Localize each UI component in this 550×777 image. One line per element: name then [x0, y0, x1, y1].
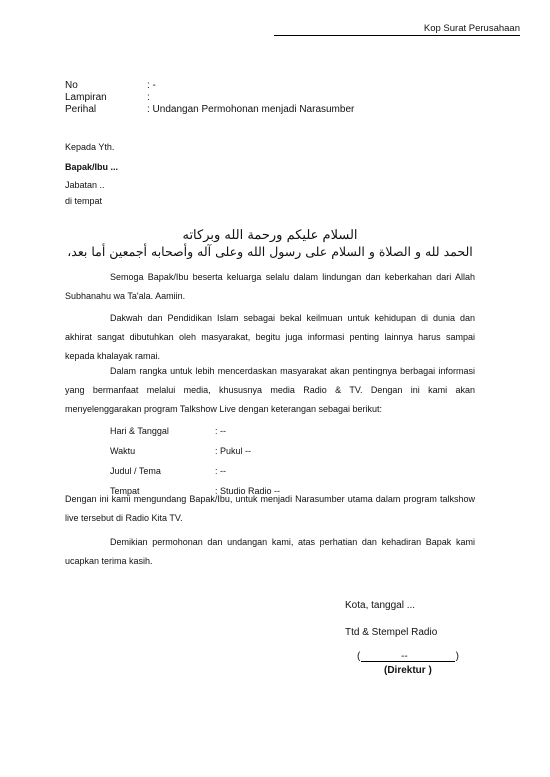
meta-value: :	[147, 92, 150, 103]
paragraph-greeting: Semoga Bapak/Ibu beserta keluarga selalu dalam lindungan dan keberkahan dari Allah Subhanahu wa Ta'ala. Aamiin.	[65, 272, 475, 301]
letterhead	[0, 23, 520, 36]
paragraph-program: Dalam rangka untuk lebih mencerdaskan masyarakat akan pentingnya berbagai informasi yang bermanfaat melalui media, khususnya media Radio & TV. Dengan ini kami akan menyelenggarakan program Talkshow Live dengan keterangan sebagai berikut:	[65, 366, 475, 414]
letter-meta	[65, 80, 365, 120]
recipient-line-1: Kepada Yth.	[65, 142, 115, 152]
detail-label: Waktu	[110, 446, 136, 456]
signature-title: (Direktur )	[384, 665, 432, 676]
recipient-place: di tempat	[65, 196, 103, 206]
meta-label: No	[65, 80, 78, 91]
signature-name-placeholder: --	[401, 651, 408, 662]
detail-value: : Studio Radio --	[215, 486, 281, 496]
detail-value: : Pukul --	[215, 446, 252, 456]
paragraph-invitation: Dengan ini kami mengundang Bapak/Ibu, untuk menjadi Narasumber utama dalam program talkshow live tersebut di Radio Kita TV.	[65, 494, 475, 523]
detail-label: Tempat	[110, 486, 140, 496]
arabic-salam: السلام عليكم ورحمة الله وبركاته	[182, 228, 358, 243]
paragraph-closing: Demikian permohonan dan undangan kami, atas perhatian dan kehadiran Bapak kami ucapkan terima kasih.	[65, 537, 475, 566]
signature-line	[357, 651, 459, 665]
signature-place-date: Kota, tanggal ...	[345, 600, 416, 611]
arabic-hamdalah: الحمد لله و الصلاة و السلام على رسول الله وعلى آله وأصحابه أجمعين أما بعد،	[67, 244, 473, 259]
detail-row-theme	[110, 466, 410, 480]
detail-label: Hari & Tanggal	[110, 426, 169, 436]
detail-row-time	[110, 446, 410, 460]
detail-value: : --	[215, 466, 226, 476]
meta-row-lampiran	[65, 92, 365, 104]
recipient-name: Bapak/Ibu ...	[65, 162, 119, 172]
meta-value: : Undangan Permohonan menjadi Narasumber	[147, 104, 355, 115]
detail-value: : --	[215, 426, 226, 436]
paren-open: (	[357, 651, 361, 662]
signature-underline	[361, 661, 455, 662]
detail-row-date	[110, 426, 410, 440]
meta-row-no	[65, 80, 365, 92]
paragraph-intro: Dakwah dan Pendidikan Islam sebagai bekal keilmuan untuk kehidupan di dunia dan akhirat sangat dibutuhkan oleh masyarakat, begitu juga informasi penting lainnya harus sampai kepada khalayak ramai.	[65, 313, 475, 361]
letterhead-text: Kop Surat Perusahaan	[274, 23, 520, 36]
meta-label: Perihal	[65, 104, 97, 115]
meta-row-perihal	[65, 104, 365, 116]
detail-label: Judul / Tema	[110, 466, 161, 476]
paren-close: )	[455, 651, 459, 662]
signature-note: Ttd & Stempel Radio	[345, 627, 438, 638]
meta-value: : -	[147, 80, 156, 91]
meta-label: Lampiran	[65, 92, 107, 103]
recipient-position: Jabatan ..	[65, 180, 105, 190]
